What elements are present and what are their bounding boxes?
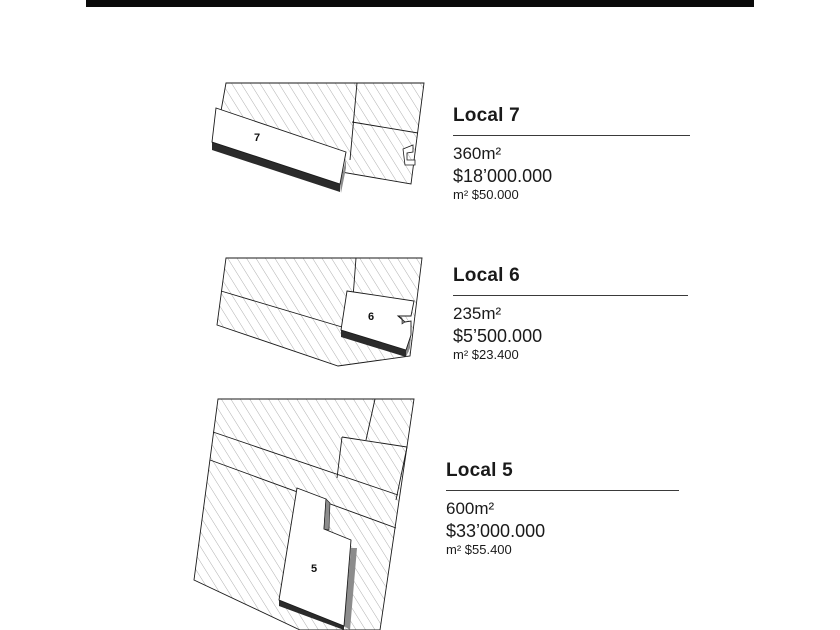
listing-price: $18’000.000 [453, 166, 553, 186]
listing-unit-price: m² $55.400 [446, 542, 512, 557]
lot-number-5: 5 [311, 563, 318, 575]
divider [453, 135, 690, 136]
listing-local-5 [446, 460, 679, 558]
plan-local-7 [212, 83, 424, 193]
divider [453, 295, 688, 296]
listing-price: $5’500.000 [453, 326, 543, 346]
listing-title: Local 7 [453, 105, 520, 126]
listing-local-6 [453, 265, 688, 363]
listing-area: 600m² [446, 499, 495, 518]
lot-number-6: 6 [368, 311, 375, 323]
lot-number-7: 7 [254, 132, 261, 144]
plan-local-6 [217, 258, 422, 366]
listing-title: Local 5 [446, 460, 513, 481]
listing-area: 235m² [453, 304, 502, 323]
plan-local-5 [194, 399, 414, 630]
listing-area: 360m² [453, 144, 502, 163]
listing-unit-price: m² $50.000 [453, 187, 519, 202]
listing-price: $33’000.000 [446, 521, 546, 541]
listing-local-7 [453, 105, 690, 203]
divider [446, 490, 679, 491]
listing-unit-price: m² $23.400 [453, 347, 519, 362]
listing-title: Local 6 [453, 265, 520, 286]
